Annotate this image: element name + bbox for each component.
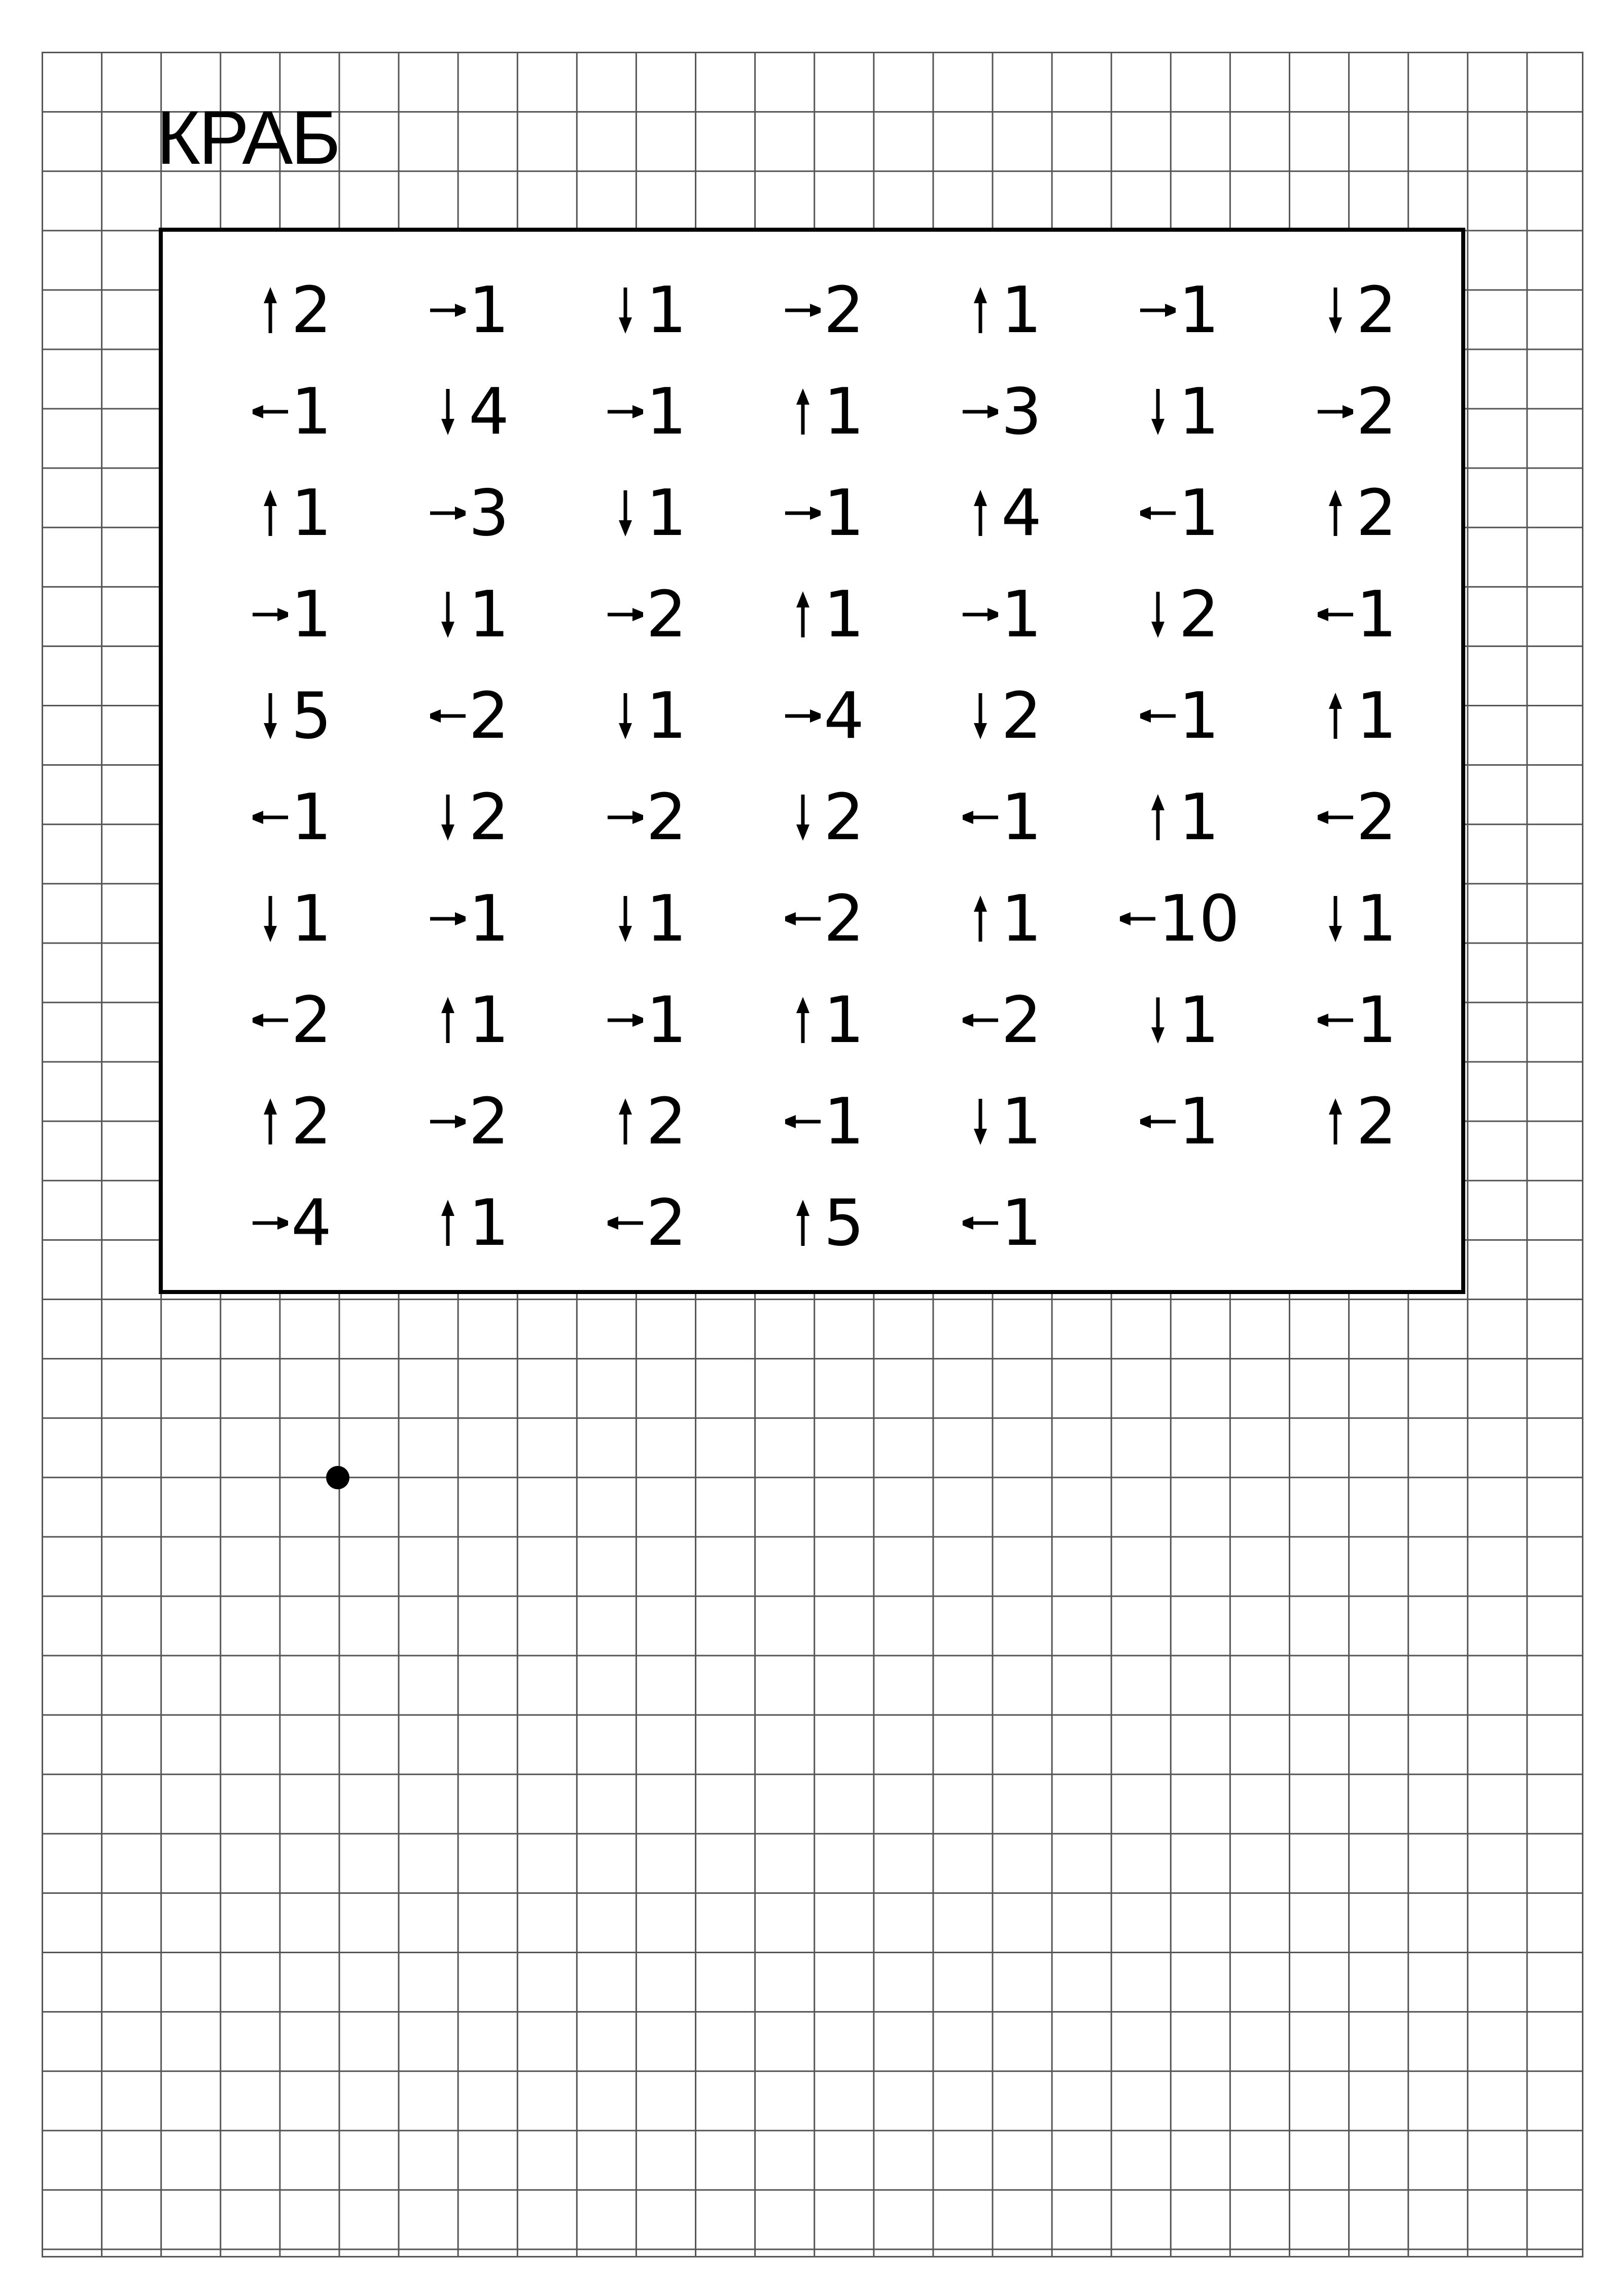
instruction-cell bbox=[558, 779, 736, 855]
arrow-right-icon bbox=[963, 587, 998, 642]
instruction-cell bbox=[381, 577, 558, 653]
step-count: 2 bbox=[1356, 780, 1397, 854]
step-count: 1 bbox=[1178, 780, 1220, 854]
step-count: 2 bbox=[823, 881, 865, 956]
arrow-right-icon bbox=[253, 587, 288, 642]
step-count: 1 bbox=[1178, 1084, 1220, 1159]
step-count: 2 bbox=[291, 273, 332, 347]
step-count: 1 bbox=[823, 983, 865, 1057]
step-count: 2 bbox=[291, 983, 332, 1057]
instruction-cell bbox=[1091, 272, 1268, 348]
step-count: 4 bbox=[1001, 476, 1042, 550]
instruction-cell bbox=[558, 982, 736, 1058]
step-count: 1 bbox=[291, 780, 332, 854]
arrow-up-icon bbox=[785, 1195, 821, 1251]
instruction-cell bbox=[913, 475, 1091, 551]
arrow-left-icon bbox=[253, 790, 288, 845]
arrow-up-icon bbox=[1140, 790, 1176, 845]
step-count: 1 bbox=[1178, 374, 1220, 449]
step-count: 1 bbox=[823, 1084, 865, 1159]
instruction-cell bbox=[381, 374, 558, 450]
arrow-right-icon bbox=[785, 688, 821, 744]
instruction-cell bbox=[381, 1084, 558, 1160]
arrow-left-icon bbox=[1140, 485, 1176, 541]
step-count: 2 bbox=[468, 1084, 510, 1159]
step-count: 1 bbox=[1001, 780, 1042, 854]
step-count: 4 bbox=[291, 1186, 332, 1260]
arrow-left-icon bbox=[785, 1094, 821, 1150]
arrow-up-icon bbox=[785, 587, 821, 642]
step-count: 1 bbox=[468, 273, 510, 347]
arrow-right-icon bbox=[963, 384, 998, 440]
step-count: 2 bbox=[646, 577, 687, 652]
arrow-right-icon bbox=[1140, 282, 1176, 338]
instructions-panel bbox=[159, 228, 1465, 1294]
arrow-up-icon bbox=[430, 992, 466, 1048]
instruction-cell bbox=[558, 272, 736, 348]
instruction-cell bbox=[381, 272, 558, 348]
arrow-up-icon bbox=[785, 384, 821, 440]
step-count: 5 bbox=[823, 1186, 865, 1260]
arrow-down-icon bbox=[253, 891, 288, 947]
arrow-right-icon bbox=[608, 790, 643, 845]
instruction-cell bbox=[1268, 272, 1446, 348]
step-count: 1 bbox=[823, 374, 865, 449]
instruction-cell bbox=[381, 475, 558, 551]
instruction-cell bbox=[1268, 577, 1446, 653]
instruction-cell bbox=[736, 982, 913, 1058]
step-count: 1 bbox=[1001, 881, 1042, 956]
step-count: 1 bbox=[1001, 273, 1042, 347]
arrow-left-icon bbox=[1318, 992, 1353, 1048]
instruction-cell bbox=[736, 779, 913, 855]
instruction-cell bbox=[203, 1084, 381, 1160]
step-count: 1 bbox=[468, 983, 510, 1057]
arrow-down-icon bbox=[430, 790, 466, 845]
arrow-left-icon bbox=[963, 1195, 998, 1251]
step-count: 2 bbox=[468, 678, 510, 753]
step-count: 2 bbox=[646, 1186, 687, 1260]
arrow-down-icon bbox=[1140, 384, 1176, 440]
instruction-cell bbox=[1091, 678, 1268, 754]
step-count: 10 bbox=[1158, 881, 1240, 956]
instruction-cell bbox=[1268, 475, 1446, 551]
arrow-right-icon bbox=[608, 587, 643, 642]
arrow-up-icon bbox=[963, 891, 998, 947]
step-count: 2 bbox=[1001, 983, 1042, 1057]
instruction-cell bbox=[381, 779, 558, 855]
step-count: 1 bbox=[1178, 983, 1220, 1057]
step-count: 1 bbox=[1356, 983, 1397, 1057]
arrow-up-icon bbox=[963, 282, 998, 338]
instruction-cell bbox=[203, 982, 381, 1058]
instruction-cell bbox=[558, 1185, 736, 1261]
arrow-left-icon bbox=[608, 1195, 643, 1251]
step-count: 1 bbox=[1356, 678, 1397, 753]
step-count: 1 bbox=[646, 273, 687, 347]
arrow-up-icon bbox=[963, 485, 998, 541]
step-count: 1 bbox=[646, 881, 687, 956]
instruction-cell bbox=[1268, 779, 1446, 855]
arrow-right-icon bbox=[785, 485, 821, 541]
step-count: 1 bbox=[468, 1186, 510, 1260]
instruction-cell bbox=[736, 577, 913, 653]
instruction-cell bbox=[558, 577, 736, 653]
arrow-right-icon bbox=[1318, 384, 1353, 440]
instruction-cell bbox=[736, 678, 913, 754]
step-count: 1 bbox=[291, 476, 332, 550]
step-count: 1 bbox=[646, 983, 687, 1057]
arrow-right-icon bbox=[430, 282, 466, 338]
step-count: 2 bbox=[646, 780, 687, 854]
instruction-cell bbox=[736, 1084, 913, 1160]
page-title: КРАБ bbox=[156, 95, 339, 180]
step-count: 1 bbox=[823, 476, 865, 550]
step-count: 1 bbox=[1001, 577, 1042, 652]
arrow-left-icon bbox=[1140, 1094, 1176, 1150]
step-count: 2 bbox=[1356, 1084, 1397, 1159]
step-count: 1 bbox=[1356, 577, 1397, 652]
arrow-up-icon bbox=[253, 485, 288, 541]
instruction-cell bbox=[913, 779, 1091, 855]
instruction-cell bbox=[381, 982, 558, 1058]
step-count: 1 bbox=[468, 881, 510, 956]
step-count: 2 bbox=[1356, 374, 1397, 449]
arrow-right-icon bbox=[785, 282, 821, 338]
step-count: 1 bbox=[1001, 1084, 1042, 1159]
instruction-cell bbox=[1268, 881, 1446, 957]
arrow-left-icon bbox=[253, 992, 288, 1048]
arrow-left-icon bbox=[1140, 688, 1176, 744]
arrow-down-icon bbox=[430, 587, 466, 642]
step-count: 4 bbox=[823, 678, 865, 753]
arrow-right-icon bbox=[430, 891, 466, 947]
step-count: 2 bbox=[468, 780, 510, 854]
instruction-cell bbox=[1268, 982, 1446, 1058]
arrow-down-icon bbox=[430, 384, 466, 440]
instruction-cell bbox=[1091, 779, 1268, 855]
arrow-up-icon bbox=[253, 1094, 288, 1150]
arrow-right-icon bbox=[608, 992, 643, 1048]
step-count: 1 bbox=[1178, 476, 1220, 550]
arrow-right-icon bbox=[430, 485, 466, 541]
instruction-cell bbox=[913, 374, 1091, 450]
instruction-cell bbox=[736, 881, 913, 957]
instruction-cell bbox=[203, 272, 381, 348]
start-dot-icon bbox=[326, 1466, 349, 1489]
step-count: 1 bbox=[1001, 1186, 1042, 1260]
arrow-up-icon bbox=[1318, 485, 1353, 541]
arrow-right-icon bbox=[608, 384, 643, 440]
arrow-down-icon bbox=[608, 688, 643, 744]
instruction-cell bbox=[1268, 374, 1446, 450]
instruction-cell bbox=[1091, 475, 1268, 551]
instruction-cell bbox=[736, 272, 913, 348]
instruction-cell bbox=[558, 1084, 736, 1160]
instruction-cell bbox=[203, 1185, 381, 1261]
instruction-cell bbox=[203, 678, 381, 754]
arrow-up-icon bbox=[430, 1195, 466, 1251]
instruction-cell bbox=[203, 779, 381, 855]
instruction-cell bbox=[1091, 881, 1268, 957]
instruction-cell bbox=[203, 374, 381, 450]
step-count: 3 bbox=[1001, 374, 1042, 449]
step-count: 2 bbox=[1001, 678, 1042, 753]
arrow-up-icon bbox=[1318, 1094, 1353, 1150]
step-count: 2 bbox=[646, 1084, 687, 1159]
instruction-cell bbox=[1091, 577, 1268, 653]
arrow-up-icon bbox=[608, 1094, 643, 1150]
instruction-cell bbox=[381, 678, 558, 754]
step-count: 4 bbox=[468, 374, 510, 449]
step-count: 1 bbox=[291, 577, 332, 652]
instruction-cell bbox=[203, 475, 381, 551]
instruction-cell bbox=[913, 1084, 1091, 1160]
step-count: 3 bbox=[468, 476, 510, 550]
step-count: 2 bbox=[823, 273, 865, 347]
instruction-cell bbox=[558, 374, 736, 450]
arrow-down-icon bbox=[1318, 891, 1353, 947]
arrow-down-icon bbox=[608, 282, 643, 338]
instruction-cell bbox=[913, 982, 1091, 1058]
arrow-down-icon bbox=[785, 790, 821, 845]
instruction-cell bbox=[913, 272, 1091, 348]
step-count: 1 bbox=[646, 678, 687, 753]
step-count: 1 bbox=[646, 374, 687, 449]
arrow-left-icon bbox=[1120, 891, 1155, 947]
step-count: 1 bbox=[1178, 678, 1220, 753]
instruction-cell bbox=[1091, 982, 1268, 1058]
arrow-up-icon bbox=[1318, 688, 1353, 744]
instruction-cell bbox=[381, 1185, 558, 1261]
step-count: 2 bbox=[823, 780, 865, 854]
step-count: 1 bbox=[468, 577, 510, 652]
arrow-right-icon bbox=[430, 1094, 466, 1150]
instruction-cell bbox=[1268, 1084, 1446, 1160]
step-count: 2 bbox=[291, 1084, 332, 1159]
arrow-up-icon bbox=[785, 992, 821, 1048]
instruction-cell bbox=[558, 678, 736, 754]
arrow-left-icon bbox=[1318, 790, 1353, 845]
instruction-cell bbox=[381, 881, 558, 957]
arrow-left-icon bbox=[785, 891, 821, 947]
instruction-cell bbox=[1091, 1084, 1268, 1160]
step-count: 2 bbox=[1356, 273, 1397, 347]
arrow-right-icon bbox=[253, 1195, 288, 1251]
arrow-left-icon bbox=[1318, 587, 1353, 642]
instruction-cell bbox=[203, 577, 381, 653]
step-count: 1 bbox=[646, 476, 687, 550]
instruction-cell bbox=[203, 881, 381, 957]
instruction-cell bbox=[913, 881, 1091, 957]
arrow-up-icon bbox=[253, 282, 288, 338]
step-count: 1 bbox=[291, 881, 332, 956]
instruction-cell bbox=[1268, 678, 1446, 754]
instruction-cell bbox=[558, 475, 736, 551]
arrow-left-icon bbox=[963, 790, 998, 845]
arrow-down-icon bbox=[1140, 587, 1176, 642]
step-count: 2 bbox=[1356, 476, 1397, 550]
step-count: 1 bbox=[1178, 273, 1220, 347]
arrow-left-icon bbox=[963, 992, 998, 1048]
instruction-cell bbox=[913, 678, 1091, 754]
arrow-down-icon bbox=[963, 688, 998, 744]
instruction-cell bbox=[913, 1185, 1091, 1261]
instruction-cell bbox=[1091, 374, 1268, 450]
instruction-cell bbox=[736, 475, 913, 551]
step-count: 1 bbox=[291, 374, 332, 449]
instruction-cell bbox=[913, 577, 1091, 653]
arrow-down-icon bbox=[253, 688, 288, 744]
instruction-cell bbox=[736, 374, 913, 450]
step-count: 5 bbox=[291, 678, 332, 753]
arrow-down-icon bbox=[608, 485, 643, 541]
arrow-down-icon bbox=[963, 1094, 998, 1150]
step-count: 1 bbox=[823, 577, 865, 652]
instruction-cell bbox=[558, 881, 736, 957]
instruction-cell bbox=[736, 1185, 913, 1261]
step-count: 1 bbox=[1356, 881, 1397, 956]
arrow-down-icon bbox=[1140, 992, 1176, 1048]
arrow-down-icon bbox=[608, 891, 643, 947]
arrow-down-icon bbox=[1318, 282, 1353, 338]
step-count: 2 bbox=[1178, 577, 1220, 652]
arrow-left-icon bbox=[253, 384, 288, 440]
arrow-left-icon bbox=[430, 688, 466, 744]
